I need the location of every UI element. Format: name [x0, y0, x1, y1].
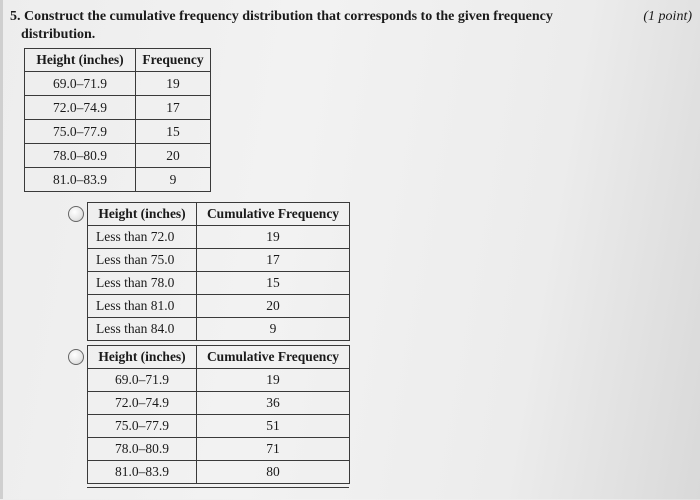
table-row — [25, 144, 211, 168]
cumulative-frequency-cell: 9 — [197, 318, 350, 341]
frequency-cell: 20 — [136, 144, 211, 168]
height-cell: 69.0–71.9 — [88, 369, 197, 392]
column-header-frequency: Frequency — [136, 49, 211, 72]
column-header-height: Height (inches) — [25, 49, 136, 72]
height-cell: 75.0–77.9 — [25, 120, 136, 144]
table-row — [88, 461, 350, 484]
height-cell: 81.0–83.9 — [88, 461, 197, 484]
height-cell: 72.0–74.9 — [25, 96, 136, 120]
table-row — [88, 226, 350, 249]
page-edge — [0, 0, 3, 499]
cumulative-frequency-cell: 19 — [197, 226, 350, 249]
table-row — [25, 168, 211, 192]
height-cell: Less than 78.0 — [88, 272, 197, 295]
option-b-table — [87, 345, 350, 484]
cumulative-frequency-cell: 15 — [197, 272, 350, 295]
table-row — [88, 249, 350, 272]
option-a-table — [87, 202, 350, 341]
table-row — [25, 120, 211, 144]
height-cell: 69.0–71.9 — [25, 72, 136, 96]
table-row — [88, 318, 350, 341]
column-header-height: Height (inches) — [88, 346, 197, 369]
frequency-cell: 15 — [136, 120, 211, 144]
height-cell: Less than 72.0 — [88, 226, 197, 249]
height-cell: Less than 81.0 — [88, 295, 197, 318]
column-header-height: Height (inches) — [88, 203, 197, 226]
height-cell: Less than 84.0 — [88, 318, 197, 341]
column-header-cumulative-frequency: Cumulative Frequency — [197, 203, 350, 226]
table-row — [88, 272, 350, 295]
height-cell: 81.0–83.9 — [25, 168, 136, 192]
question-stem-line2: distribution. — [21, 27, 96, 42]
cumulative-frequency-cell: 51 — [197, 415, 350, 438]
next-option-edge — [87, 487, 349, 500]
cumulative-frequency-cell: 36 — [197, 392, 350, 415]
height-cell: 75.0–77.9 — [88, 415, 197, 438]
option-a-radio[interactable] — [68, 206, 84, 222]
question-points: (1 point) — [643, 9, 692, 24]
table-row — [88, 369, 350, 392]
cumulative-frequency-cell: 20 — [197, 295, 350, 318]
question-number: 5. — [10, 9, 21, 24]
height-cell: 78.0–80.9 — [88, 438, 197, 461]
frequency-cell: 9 — [136, 168, 211, 192]
table-header-row — [88, 346, 350, 369]
height-cell: 72.0–74.9 — [88, 392, 197, 415]
question-stem-line1: Construct the cumulative frequency distribution that corresponds to the given frequency — [24, 9, 553, 24]
table-header-row — [88, 203, 350, 226]
table-row — [88, 438, 350, 461]
option-b-radio[interactable] — [68, 349, 84, 365]
frequency-cell: 19 — [136, 72, 211, 96]
table-header-row — [25, 49, 211, 72]
cumulative-frequency-cell: 17 — [197, 249, 350, 272]
table-row — [88, 415, 350, 438]
cumulative-frequency-cell: 19 — [197, 369, 350, 392]
table-row — [25, 72, 211, 96]
cumulative-frequency-cell: 71 — [197, 438, 350, 461]
frequency-cell: 17 — [136, 96, 211, 120]
cumulative-frequency-cell: 80 — [197, 461, 350, 484]
height-cell: Less than 75.0 — [88, 249, 197, 272]
table-row — [88, 392, 350, 415]
height-cell: 78.0–80.9 — [25, 144, 136, 168]
table-row — [88, 295, 350, 318]
frequency-table — [24, 48, 211, 192]
question-text — [10, 8, 700, 44]
column-header-cumulative-frequency: Cumulative Frequency — [197, 346, 350, 369]
table-row — [25, 96, 211, 120]
